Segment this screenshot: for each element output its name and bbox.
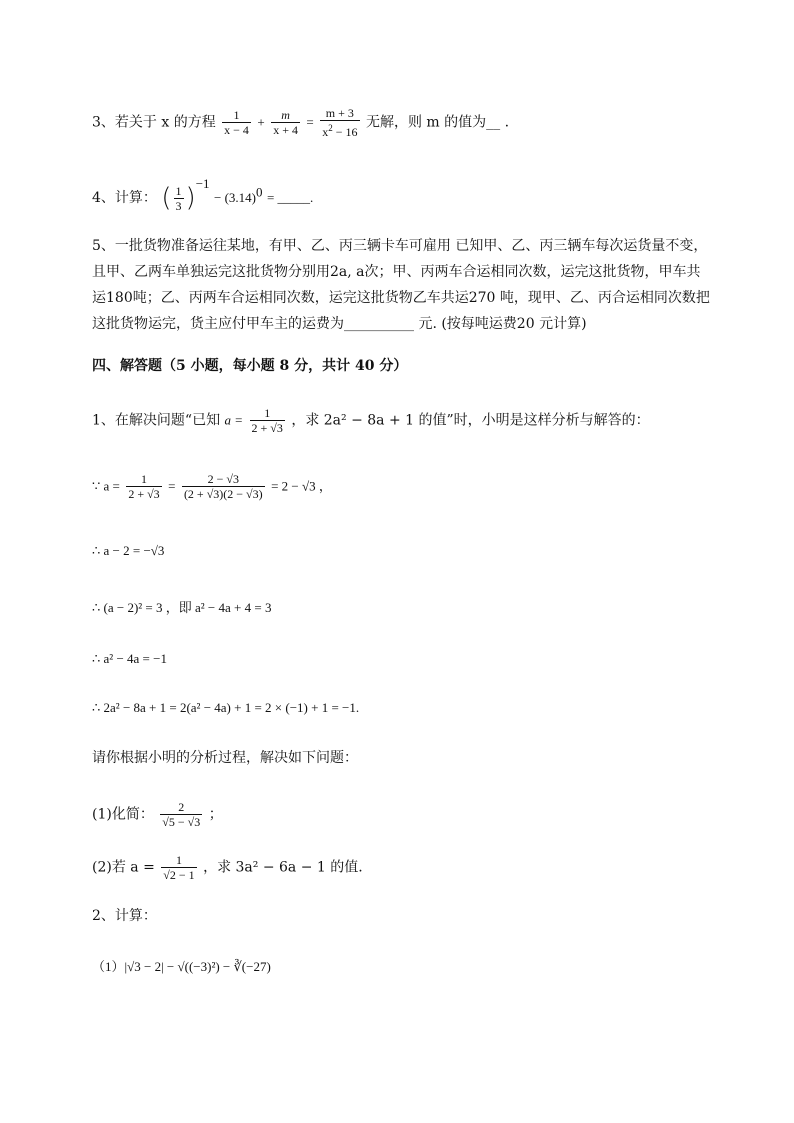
q4-exponent-0: 0 bbox=[255, 184, 263, 200]
sub1-fraction: $\frac{2}{√5 - √3}$ bbox=[162, 800, 201, 829]
q3-fraction-1: $\frac{1}{x - 4}$ bbox=[224, 108, 249, 137]
q4-middle: − (3.14) bbox=[213, 190, 256, 205]
q5-line-4: 这批货物运完，货主应付甲车主的运费为__________ 元. (按每吨运费20 元计算) bbox=[92, 316, 587, 332]
q4-suffix: = _____. bbox=[266, 190, 314, 205]
p1-sub-2 bbox=[92, 853, 363, 882]
p2-title: 2、计算： bbox=[92, 908, 157, 924]
step1-a: ∵ a = bbox=[92, 478, 120, 494]
step1-fraction-2: $\frac{2 - √3}{(2 + √3)(2 - √3)}$ bbox=[183, 472, 263, 501]
sub2-b: ，求 3a² − 6a − 1 的值. bbox=[203, 859, 363, 876]
q4-fraction: $\frac{1}{3}$ bbox=[175, 183, 182, 213]
p1-intro-avar: a = bbox=[224, 412, 244, 428]
q5-line-2: 且甲、乙两车单独运完这批货物分别用2a, a次；甲、丙两车合运相同次数，运完这批货物，甲车共 bbox=[92, 264, 701, 280]
q3-plus: + bbox=[257, 114, 265, 130]
step1-fraction-1: $\frac{1}{2 + √3}$ bbox=[128, 472, 160, 501]
left-paren: ( bbox=[161, 183, 172, 213]
q3-prefix: 3、若关于 x 的方程 bbox=[92, 114, 216, 131]
q4-prefix: 4、计算： bbox=[92, 190, 157, 206]
q3-fraction-2: $\frac{m}{x + 4}$ bbox=[273, 108, 298, 137]
question-3 bbox=[92, 106, 509, 139]
sub2-a: (2)若 a = bbox=[92, 859, 155, 876]
sub1-a: (1)化简： bbox=[92, 806, 154, 823]
step1-b: = 2 − √3 ， bbox=[271, 478, 332, 494]
step1-equals: = bbox=[168, 478, 176, 494]
p1-sub-1 bbox=[92, 800, 223, 829]
p1-step-5: ∴ 2a² − 8a + 1 = 2(a² − 4a) + 1 = 2 × (−1) + 1 = −1. bbox=[92, 700, 360, 715]
p1-intro-fraction: $\frac{1}{2 + √3}$ bbox=[251, 406, 283, 435]
q5-line-3: 运180吨；乙、丙两车合运相同次数，运完这批货物乙车共运270 吨，现甲、乙、丙合运相同次数把 bbox=[92, 290, 710, 306]
sub1-b: ； bbox=[208, 806, 223, 823]
p1-intro-b: ，求 2a² − 8a + 1 的值”时，小明是这样分析与解答的： bbox=[291, 412, 650, 429]
q5-line-1: 5、一批货物准备运往某地，有甲、乙、丙三辆卡车可雇用 已知甲、乙、丙三辆车每次运货量不变， bbox=[92, 238, 708, 254]
p2-sub-1: （1）|√3 − 2| − √((−3)²) − ∛(−27) bbox=[92, 959, 271, 974]
q3-fraction-3: $\frac{m + 3}{x^2 - 16}$ bbox=[322, 106, 358, 139]
right-paren: ) bbox=[185, 183, 196, 213]
sub2-fraction: $\frac{1}{√2 - 1}$ bbox=[163, 853, 195, 882]
q4-exponent: −1 bbox=[195, 176, 210, 191]
p1-request: 请你根据小明的分析过程，解决如下问题： bbox=[92, 750, 358, 766]
q3-equals: = bbox=[306, 114, 314, 130]
p1-step-1 bbox=[92, 472, 332, 501]
p1-intro-a: 1、在解决问题“已知 bbox=[92, 412, 221, 429]
p1-step-2: ∴ a − 2 = −√3 bbox=[92, 543, 165, 558]
section-title: 四、解答题（5 小题，每小题 8 分，共计 40 分） bbox=[92, 358, 408, 374]
q3-suffix: 无解，则 m 的值为__ . bbox=[365, 114, 510, 131]
p1-step-3: ∴ (a − 2)² = 3 ，即 a² − 4a + 4 = 3 bbox=[92, 600, 272, 615]
question-4 bbox=[92, 174, 313, 213]
p1-intro bbox=[92, 406, 650, 435]
p1-step-4: ∴ a² − 4a = −1 bbox=[92, 651, 167, 666]
